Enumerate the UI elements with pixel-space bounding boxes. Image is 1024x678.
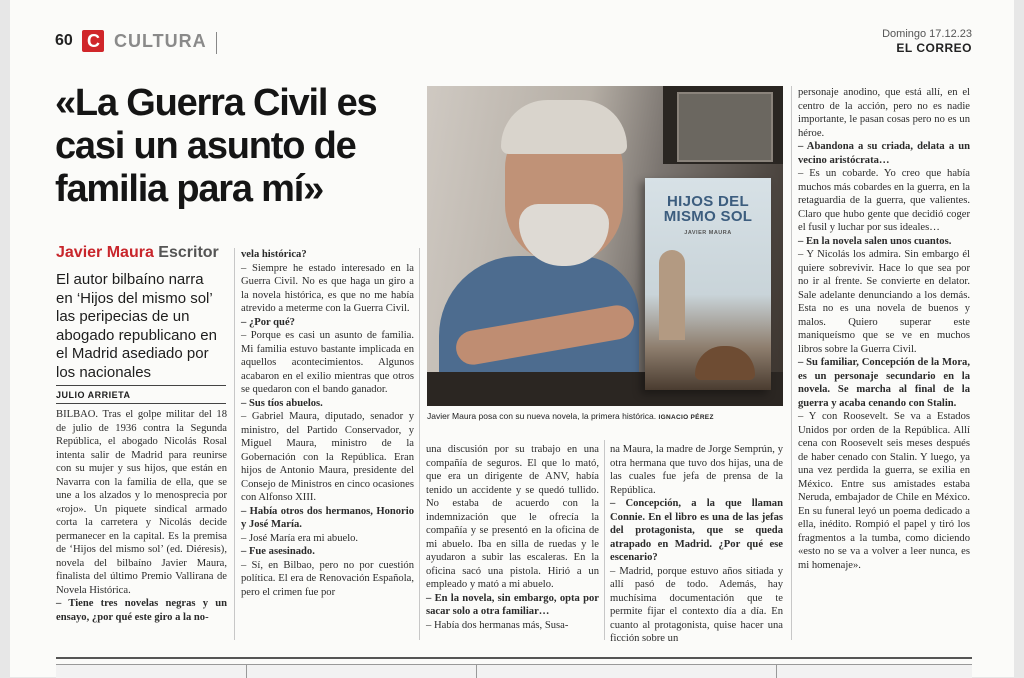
issue-date: Domingo 17.12.23 — [882, 28, 972, 40]
ad-divider — [776, 665, 777, 678]
body-paragraph: – Había dos hermanas más, Susa- — [426, 619, 569, 631]
text-column-1 — [56, 408, 227, 624]
interview-question: – En la novela salen unos cuantos. — [798, 235, 952, 247]
newspaper-page — [10, 0, 1014, 677]
body-paragraph: – Porque es casi un asunto de familia. Mi familia estuvo bastante implicada en aquellos acontecimientos. Algunos acabaron en el exilio mientras que otros se quedaron con el bando ganador. — [241, 330, 414, 395]
body-paragraph: – Y Nicolás los admira. Sin embargo él quiere sobrevivir. Hace lo que sea por no ir al frente. Se convierte en delator. Sale adelante denunciando a los demás. Esta no es una novela de buenos y malos. Quiero superar este maniqueísmo que se ve en muchos libros sobre la Guerra Civil. — [798, 249, 970, 355]
author-photo — [427, 86, 783, 406]
interview-question: – ¿Por qué? — [241, 316, 295, 328]
author-hair — [501, 100, 627, 154]
book-cover-helmet — [695, 346, 755, 380]
interview-question: – Abandona a su criada, delata a un vecino aristócrata… — [798, 141, 970, 166]
book-cover — [645, 178, 771, 390]
photo-credit: IGNACIO PÉREZ — [658, 414, 714, 421]
body-paragraph: – Siempre he estado interesado en la Guerra Civil. No es que haga un giro a la novela histórica, es que no me había atrevido a meterme con la Guerra Civil. — [241, 262, 414, 314]
interview-question: – Concepción, a la que llaman Connie. En el libro es una de las jefas del protagonista, que se queda atrapado en Madrid. ¿Por qué ese escenario? — [610, 498, 783, 563]
body-paragraph: una discusión por su trabajo en una compañía de seguros. El que lo mató, que era un dirigente de ANV, había tenido un accidente y se quedó tullido. No estaba de acuerdo con la indemnización que le ofrecía la compañía y se presentó en la oficina de mi abuelo. Iba en silla de ruedas y le ayudaron a subir las escaleras. En la oficina sacó una pistola. Hirió a un empleado y mató a mi abuelo. — [426, 444, 599, 590]
body-paragraph: – José María era mi abuelo. — [241, 532, 359, 544]
interview-question: – En la novela, sin embargo, opta por sacar solo a otra familiar… — [426, 592, 599, 617]
ad-divider — [476, 665, 477, 678]
headline: «La Guerra Civil es casi un asunto de familia para mí» — [55, 82, 377, 210]
caption-text: Javier Maura posa con su nueva novela, la primera histórica. — [427, 411, 657, 421]
body-paragraph: BILBAO. Tras el golpe militar del 18 de julio de 1936 contra la Segunda República, el abogado Nicolás Rosal intenta salir de Madrid para reunirse con su mujer y sus hijos, que están en Navarra con la familia de ella, que se une a los alzados y lo menosprecia por «rojo». Un piquete sindical armado corta la carretera y Nicolás decide permanecer en la capital. Es la premisa de ‘Hijos del mismo sol’ (ed. Diéresis), novela del bilbaíno Javier Maura, finalista del último Premio Vallirana de Novela Histórica. — [56, 409, 227, 596]
interviewee-byline — [56, 244, 219, 262]
logo-letter: C — [87, 31, 100, 51]
el-correo-logo-icon — [82, 30, 104, 52]
newspaper-name: EL CORREO — [896, 41, 972, 55]
body-paragraph: na Maura, la madre de Jorge Semprún, y otra hermana que tuvo dos hijas, una de las cuales fue jefa de prensa de la República. — [610, 444, 783, 496]
interview-question: – Fue asesinado. — [241, 546, 315, 557]
book-author: JAVIER MAURA — [684, 230, 732, 236]
author-rule-top — [56, 385, 226, 386]
section-title: CULTURA — [114, 31, 207, 51]
body-paragraph: – Madrid, porque estuvo años sitiada y allí pasó de todo. Además, hay muchísima documentación que te permite fijar el contexto día a día. En cuanto al protagonista, quise hacer una ficción sobre un — [610, 565, 783, 644]
author-name: JULIO ARRIETA — [56, 390, 131, 400]
interviewee-role: Escritor — [158, 244, 219, 261]
interview-question: vela histórica? — [241, 249, 307, 260]
framed-picture — [677, 92, 773, 162]
photo-caption — [427, 411, 785, 421]
bottom-rule — [56, 657, 972, 659]
column-divider — [604, 440, 605, 640]
ad-divider — [246, 665, 247, 678]
bottom-ad-strip — [56, 664, 972, 678]
interview-question: – Su familiar, Concepción de la Mora, es un personaje secundario en la novela. Se marcha al final de la guerra y acaba cenando con Stalin. — [798, 357, 970, 409]
subheadline: El autor bilbaíno narra en ‘Hijos del mismo sol’ las peripecias de un abogado republicano en el Madrid asediado por los nacionales — [56, 271, 217, 381]
column-divider — [419, 248, 420, 640]
interview-question: – Había otros dos hermanos, Honorio y José María. — [241, 505, 414, 530]
text-column-4 — [610, 443, 783, 646]
column-divider — [791, 86, 792, 640]
text-column-2 — [241, 248, 414, 599]
book-cover-tower — [659, 250, 685, 340]
book-title: HIJOS DEL MISMO SOL — [663, 193, 753, 225]
interview-question: – Sus tíos abuelos. — [241, 397, 323, 409]
author-rule-bottom — [56, 403, 226, 404]
column-divider — [234, 248, 235, 640]
body-paragraph: – Es un cobarde. Yo creo que había muchos más cobardes en la guerra, en la retaguardia de la guerra, que valientes. Claro que hubo gente que decidió coger el fusil y luchar por sus ideales… — [798, 168, 970, 233]
text-column-3 — [426, 443, 599, 632]
interviewee-name: Javier Maura — [56, 244, 154, 261]
body-paragraph: – Gabriel Maura, diputado, senador y ministro, del Partido Conservador, y Miguel Maura, ministro de la Gobernación con la República. Eran hijos de Antonio Maura, presidente del Consejo de Ministros en cinco ocasiones con Alfonso XIII. — [241, 411, 414, 503]
page-header — [10, 26, 1014, 60]
body-paragraph: – Sí, en Bilbao, pero no por cuestión política. El era de Renovación Española, pero el crimen fue por — [241, 559, 414, 598]
body-paragraph: personaje anodino, que está allí, en el centro de la acción, pero no es nadie importante, le pasan cosas pero no es un héroe. — [798, 87, 970, 139]
header-divider — [216, 32, 217, 54]
page-number: 60 — [55, 32, 73, 49]
body-paragraph: – Y con Roosevelt. Se va a Estados Unidos por orden de la República. Allí cena con Roosevelt seis meses después de haber cenado con Stalin. Y luego, ya una vez perdida la guerra, se exilia en México. Entre sus amistades estaba Neruda, embajador de Chile en México. En su funeral leyó un poema dedicado a ella, inédito. Rompió el papel y tiró los fragmentos a la tumba, como diciendo «esto no se va a volver a leer nunca, es mi homenaje». — [798, 411, 970, 571]
interview-question: – Tiene tres novelas negras y un ensayo, ¿por qué este giro a la no- — [56, 598, 227, 623]
text-column-5 — [798, 86, 970, 572]
